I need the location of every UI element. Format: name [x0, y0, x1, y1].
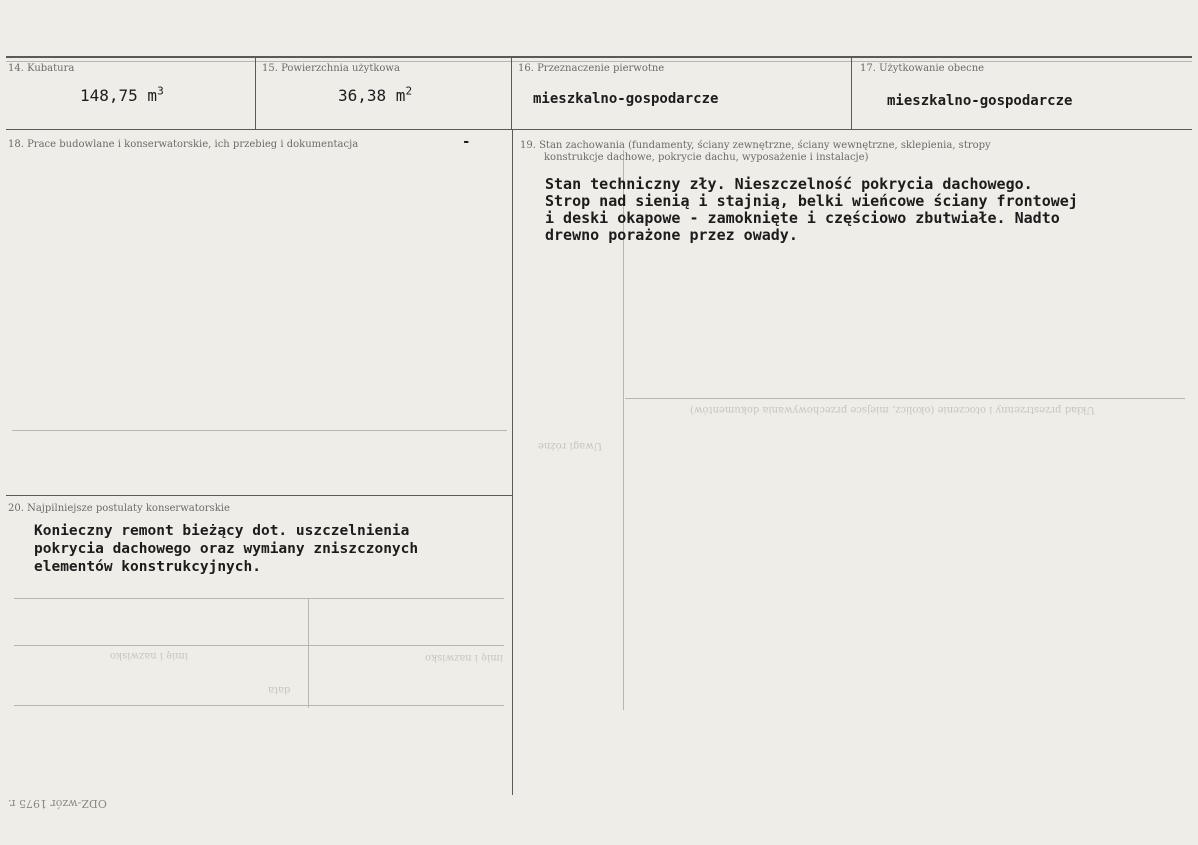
divider-18-20: [6, 495, 512, 496]
field-20-text-line-2: pokrycia dachowego oraz wymiany zniszczonych: [34, 541, 419, 557]
row1-bottom-border: [6, 129, 1192, 130]
field-20-label: 20. Najpilniejsze postulaty konserwatorskie: [8, 503, 230, 514]
showthrough-text-a: Układ przestrzenny i otoczenie (okolicz, miejsce przechowywania dokumentów): [690, 404, 1095, 415]
divider-16-17: [851, 58, 852, 130]
field-18-label: 18. Prace budowlane i konserwatorskie, ich przebieg i dokumentacja: [8, 139, 359, 150]
field-15-label: 15. Powierzchnia użytkowa: [262, 63, 400, 74]
field-19-text-line-4: drewno porażone przez owady.: [545, 226, 798, 244]
field-16-label: 16. Przeznaczenie pierwotne: [518, 63, 665, 74]
field-15-number: 36,38 m: [338, 86, 406, 105]
showthrough-text-d: imię i nazwisko: [425, 652, 503, 663]
showthrough-line-5: [14, 705, 504, 706]
showthrough-vline-2: [308, 598, 309, 708]
field-18-dash: -: [462, 134, 471, 150]
showthrough-text-c: imię i nazwisko: [110, 650, 188, 661]
field-19-text-line-2: Strop nad sienią i stajnią, belki wieńcowe ściany frontowej: [545, 192, 1078, 210]
top-border: [6, 56, 1192, 58]
divider-15-16: [511, 58, 512, 130]
field-14-unit-exponent: 3: [157, 84, 164, 98]
field-19-label-line2: konstrukcje dachowe, pokrycie dachu, wyposażenie i instalacje): [544, 152, 869, 163]
top-border-inner: [6, 61, 1192, 62]
divider-left-right: [512, 130, 513, 795]
field-17-label: 17. Użytkowanie obecne: [860, 63, 985, 74]
showthrough-line-4: [14, 645, 504, 646]
showthrough-line-1: [12, 430, 507, 431]
divider-14-15: [255, 58, 256, 130]
field-20-text-line-1: Konieczny remont bieżący dot. uszczelnienia: [34, 523, 410, 539]
field-15-unit-exponent: 2: [405, 84, 413, 98]
field-17-value: mieszkalno-gospodarcze: [887, 93, 1073, 109]
field-19-label-line1: 19. Stan zachowania (fundamenty, ściany zewnętrzne, ściany wewnętrzne, sklepienia, stropy: [520, 140, 991, 151]
showthrough-text-b: Uwagi różne: [538, 440, 603, 451]
showthrough-line-2: [625, 398, 1185, 399]
field-20-text-line-3: elementów konstrukcyjnych.: [34, 559, 261, 575]
showthrough-line-3: [14, 598, 504, 599]
field-19-text-line-1: Stan techniczny zły. Nieszczelność pokrycia dachowego.: [545, 175, 1033, 193]
showthrough-text-e: data: [268, 684, 291, 695]
field-14-number: 148,75 m: [80, 86, 158, 105]
field-14-label: 14. Kubatura: [8, 63, 75, 74]
field-16-value: mieszkalno-gospodarcze: [533, 91, 719, 107]
form-code: ODZ-wzór 1975 r.: [8, 797, 107, 810]
field-19-text-line-3: i deski okapowe - zamoknięte i częściowo zbutwiałe. Nadto: [545, 209, 1060, 227]
field-14-value: [80, 86, 164, 105]
field-15-value: [338, 86, 412, 105]
